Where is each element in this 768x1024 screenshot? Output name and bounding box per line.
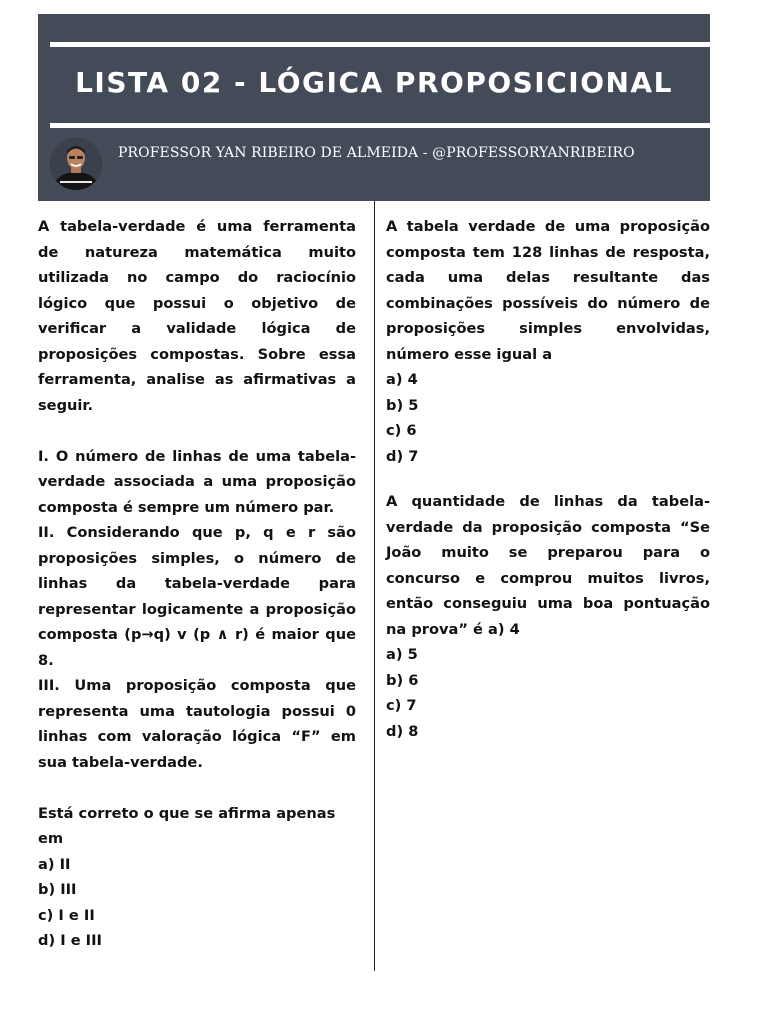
statement-i: I. O número de linhas de uma tabela-verdade associada a uma proposição composta é sempre um número par. (38, 447, 356, 516)
question3-option-c: c) 7 (386, 697, 417, 714)
question3-option-a: a) 5 (386, 646, 418, 663)
header-banner (38, 14, 710, 201)
question1-option-d: d) I e III (38, 932, 102, 949)
question2-option-a: a) 4 (386, 371, 418, 388)
avatar (50, 138, 102, 190)
statement-iii: III. Uma proposição composta que representa uma tautologia possui 0 linhas com valoração lógica “F” em sua tabela-verdade. (38, 677, 356, 771)
question1-option-c: c) I e II (38, 906, 95, 924)
question2-option-c: c) 6 (386, 422, 417, 439)
question1-prompt: Está correto o que se afirma apenas em (38, 804, 336, 847)
question2-option-d: d) 7 (386, 447, 419, 465)
left-column (38, 214, 356, 954)
question1-intro: A tabela-verdade é uma ferramenta de natureza matemática muito utilizada no campo do raciocínio lógico que possui o objetivo de verificar a validade lógica de proposições compostas. Sobre essa ferramenta, analise as afirmativas a seguir. (38, 218, 356, 414)
column-divider (374, 201, 375, 971)
question1-option-b: b) III (38, 881, 77, 898)
author-line: PROFESSOR YAN RIBEIRO DE ALMEIDA - @PROFESSORYANRIBEIRO (118, 145, 635, 161)
question3-text: A quantidade de linhas da tabela-verdade da proposição composta “Se João muito se preparou para o concurso e comprou muitos livros, então conseguiu uma boa pontuação na prova” é a) 4 (386, 493, 710, 638)
question3-option-b: b) 6 (386, 671, 419, 689)
page-title: LISTA 02 - LÓGICA PROPOSICIONAL (75, 66, 673, 99)
right-column (386, 214, 710, 744)
professor-photo-icon (50, 138, 102, 190)
question1-option-a: a) II (38, 855, 71, 873)
header-top-rule (50, 42, 710, 47)
question2-text: A tabela verdade de uma proposição composta tem 128 linhas de resposta, cada uma delas resultante das combinações possíveis do número de proposições simples envolvidas, número esse igual a (386, 218, 710, 363)
header-bottom-rule (50, 123, 710, 128)
question2-option-b: b) 5 (386, 396, 419, 414)
question3-option-d: d) 8 (386, 722, 419, 740)
statement-ii: II. Considerando que p, q e r são proposições simples, o número de linhas da tabela-verdade para representar logicamente a proposição composta (p→q) v (p ∧ r) é maior que 8. (38, 524, 356, 669)
